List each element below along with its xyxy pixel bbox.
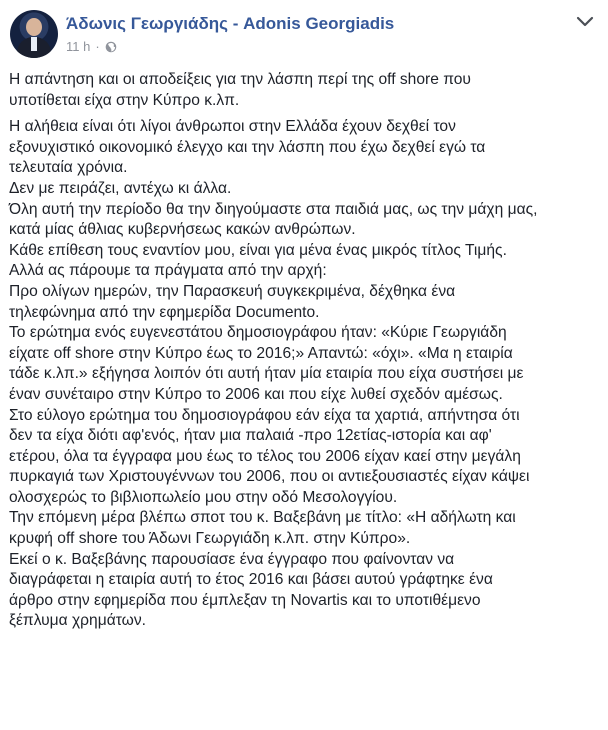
post-meta	[66, 14, 394, 55]
text-line: Κάθε επίθεση τους εναντίον μου, είναι για μένα ένας μικρός τίτλος Τιμής.	[9, 241, 507, 259]
author-name[interactable]: Άδωνις Γεωργιάδης - Adonis Georgiadis	[66, 14, 395, 33]
text-line: Αλλά ας πάρουμε τα πράγματα από την αρχή:	[9, 262, 327, 280]
separator-dot: ·	[95, 39, 100, 54]
avatar[interactable]	[10, 10, 58, 58]
text-line: Την επόμενη μέρα βλέπω σποτ του κ. Βαξεβάνη με τίτλο: «Η αδήλωτη και	[9, 509, 516, 527]
text-line: Η απάντηση και οι αποδείξεις για την λάσπη περί της off shore που	[9, 71, 471, 88]
text-line: ετέρου, όλα τα έγγραφα μου έως το τέλος του 2006 είχαν καεί στην μεγάλη	[9, 447, 521, 465]
text-line: Εκεί ο κ. Βαξεβάνης παρουσίασε ένα έγγραφο που φαίνονταν να	[9, 550, 455, 568]
post-main-paragraph	[9, 117, 605, 632]
avatar-shirt-shape	[31, 37, 37, 51]
text-line: Στο εύλογο ερώτημα του δημοσιογράφου εάν είχα τα χαρτιά, απήντησα ότι	[9, 406, 520, 424]
globe-icon[interactable]	[105, 41, 117, 53]
text-line: κρυφή off shore του Άδωνι Γεωργιάδη κ.λπ. στην Κύπρο».	[9, 530, 411, 548]
text-line: τηλεφώνημα από την εφημερίδα Documento.	[9, 303, 320, 321]
chevron-down-icon[interactable]	[576, 16, 594, 28]
text-line: ολοσχερώς το βιβλιοπωλείο μου στην οδό Μεσολογγίου.	[9, 488, 398, 506]
post-body	[9, 70, 605, 632]
text-line: Το ερώτημα ενός ευγενεστάτου δημοσιογράφου ήταν: «Κύριε Γεωργιάδη	[9, 324, 507, 342]
text-line: Η αλήθεια είναι ότι λίγοι άνθρωποι στην Ελλάδα έχουν δεχθεί τον	[9, 118, 456, 136]
post-intro-paragraph	[9, 70, 605, 111]
text-line: άρθρο στην εφημερίδα που έμπλεξαν τη Novartis και το υποτιθέμενο	[9, 591, 481, 609]
avatar-head-shape	[26, 18, 42, 36]
text-line: κατά μίας άθλιας κυβερνήσεως κακών ανθρώπων.	[9, 221, 356, 239]
post-header	[10, 10, 394, 60]
text-line: έναν συνέταιρο στην Κύπρο το 2006 και που είχε λυθεί σχεδόν αμέσως.	[9, 385, 503, 403]
text-line: υποτίθεται είχα στην Κύπρο κ.λπ.	[9, 91, 240, 109]
text-line: είχατε off shore στην Κύπρο έως το 2016;» Απαντώ: «όχι». «Μα η εταιρία	[9, 344, 513, 362]
text-line: πυρκαγιά των Χριστουγέννων του 2006, που οι αντιεξουσιαστές είχαν κάψει	[9, 468, 530, 486]
text-line: ξέπλυμα χρημάτων.	[9, 612, 146, 630]
text-line: τελευταία χρόνια.	[9, 159, 128, 177]
text-line: διαγράφεται η εταιρία αυτή το έτος 2016 και βάσει αυτού γράφτηκε ένα	[9, 571, 493, 589]
text-line: δεν τα είχα διότι αφ'ενός, ήταν μια παλαιά -προ 12ετίας-ιστορία και αφ'	[9, 427, 492, 445]
post-subline	[66, 39, 394, 55]
text-line: Προ ολίγων ημερών, την Παρασκευή συγκεκριμένα, δέχθηκα ένα	[9, 282, 456, 300]
text-line: τάδε κ.λπ.» εξήγησα λοιπόν ότι αυτή ήταν μία εταιρία που είχα συστήσει με	[9, 365, 524, 383]
text-line: Δεν με πειράζει, αντέχω κι άλλα.	[9, 179, 232, 197]
text-line: εξονυχιστικό οικονομικό έλεγχο και την λάσπη που έχω δεχθεί εγώ τα	[9, 138, 486, 156]
post-timestamp[interactable]: 11 h	[66, 39, 91, 54]
text-line: Όλη αυτή την περίοδο θα την διηγούμαστε στα παιδιά μας, ως την μάχη μας,	[9, 200, 538, 218]
